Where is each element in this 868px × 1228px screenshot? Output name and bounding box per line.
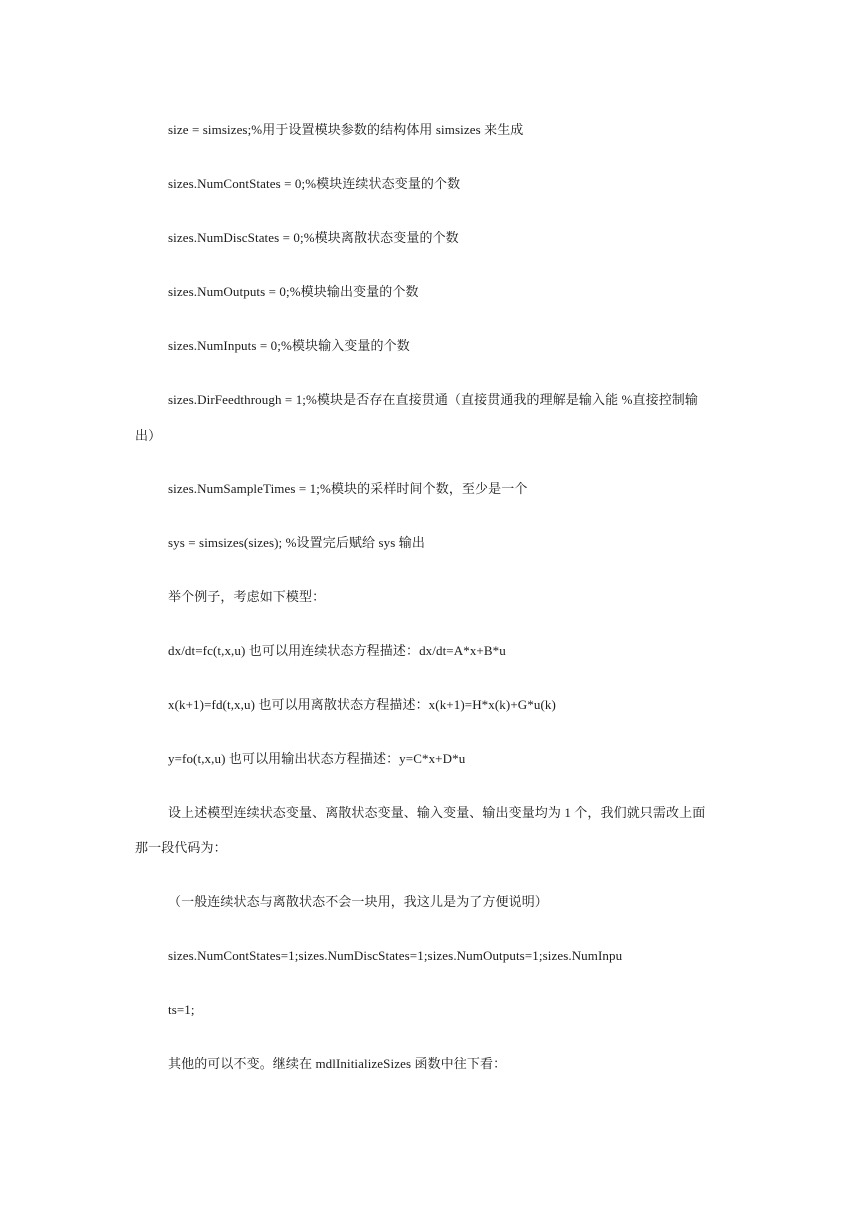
code-line-num-disc-states: sizes.NumDiscStates = 0;%模块离散状态变量的个数 bbox=[168, 230, 459, 245]
code-line-sizes-combined-cont: ts=1; bbox=[168, 1002, 195, 1017]
paragraph-assumption-cont: 那一段代码为： bbox=[135, 840, 227, 855]
code-line-num-outputs: sizes.NumOutputs = 0;%模块输出变量的个数 bbox=[168, 284, 419, 299]
equation-continuous: dx/dt=fc(t,x,u) 也可以用连续状态方程描述：dx/dt=A*x+B*u bbox=[168, 643, 506, 658]
code-line-num-cont-states: sizes.NumContStates = 0;%模块连续状态变量的个数 bbox=[168, 176, 461, 191]
code-line-sys-assign: sys = simsizes(sizes); %设置完后赋给 sys 输出 bbox=[168, 535, 425, 550]
paragraph-example-intro: 举个例子，考虑如下模型： bbox=[168, 589, 326, 604]
equation-discrete: x(k+1)=fd(t,x,u) 也可以用离散状态方程描述：x(k+1)=H*x(k)+G*u(k) bbox=[168, 697, 556, 712]
code-line-dir-feedthrough: sizes.DirFeedthrough = 1;%模块是否存在直接贯通（直接贯通我的理解是输入能 %直接控制输 bbox=[168, 392, 699, 407]
paragraph-continue: 其他的可以不变。继续在 mdlInitializeSizes 函数中往下看： bbox=[168, 1056, 507, 1071]
code-line-num-inputs: sizes.NumInputs = 0;%模块输入变量的个数 bbox=[168, 338, 410, 353]
code-line-dir-feedthrough-cont: 出） bbox=[135, 428, 162, 443]
paragraph-note: （一般连续状态与离散状态不会一块用，我这儿是为了方便说明） bbox=[168, 894, 548, 909]
code-line-num-sample-times: sizes.NumSampleTimes = 1;%模块的采样时间个数，至少是一个 bbox=[168, 481, 528, 496]
code-line-simsizes: size = simsizes;%用于设置模块参数的结构体用 simsizes 来生成 bbox=[168, 122, 524, 137]
equation-output: y=fo(t,x,u) 也可以用输出状态方程描述：y=C*x+D*u bbox=[168, 751, 466, 766]
code-line-sizes-combined: sizes.NumContStates=1;sizes.NumDiscStates=1;sizes.NumOutputs=1;sizes.NumInpu bbox=[168, 948, 623, 963]
paragraph-assumption: 设上述模型连续状态变量、离散状态变量、输入变量、输出变量均为 1 个，我们就只需改上面 bbox=[168, 805, 706, 820]
